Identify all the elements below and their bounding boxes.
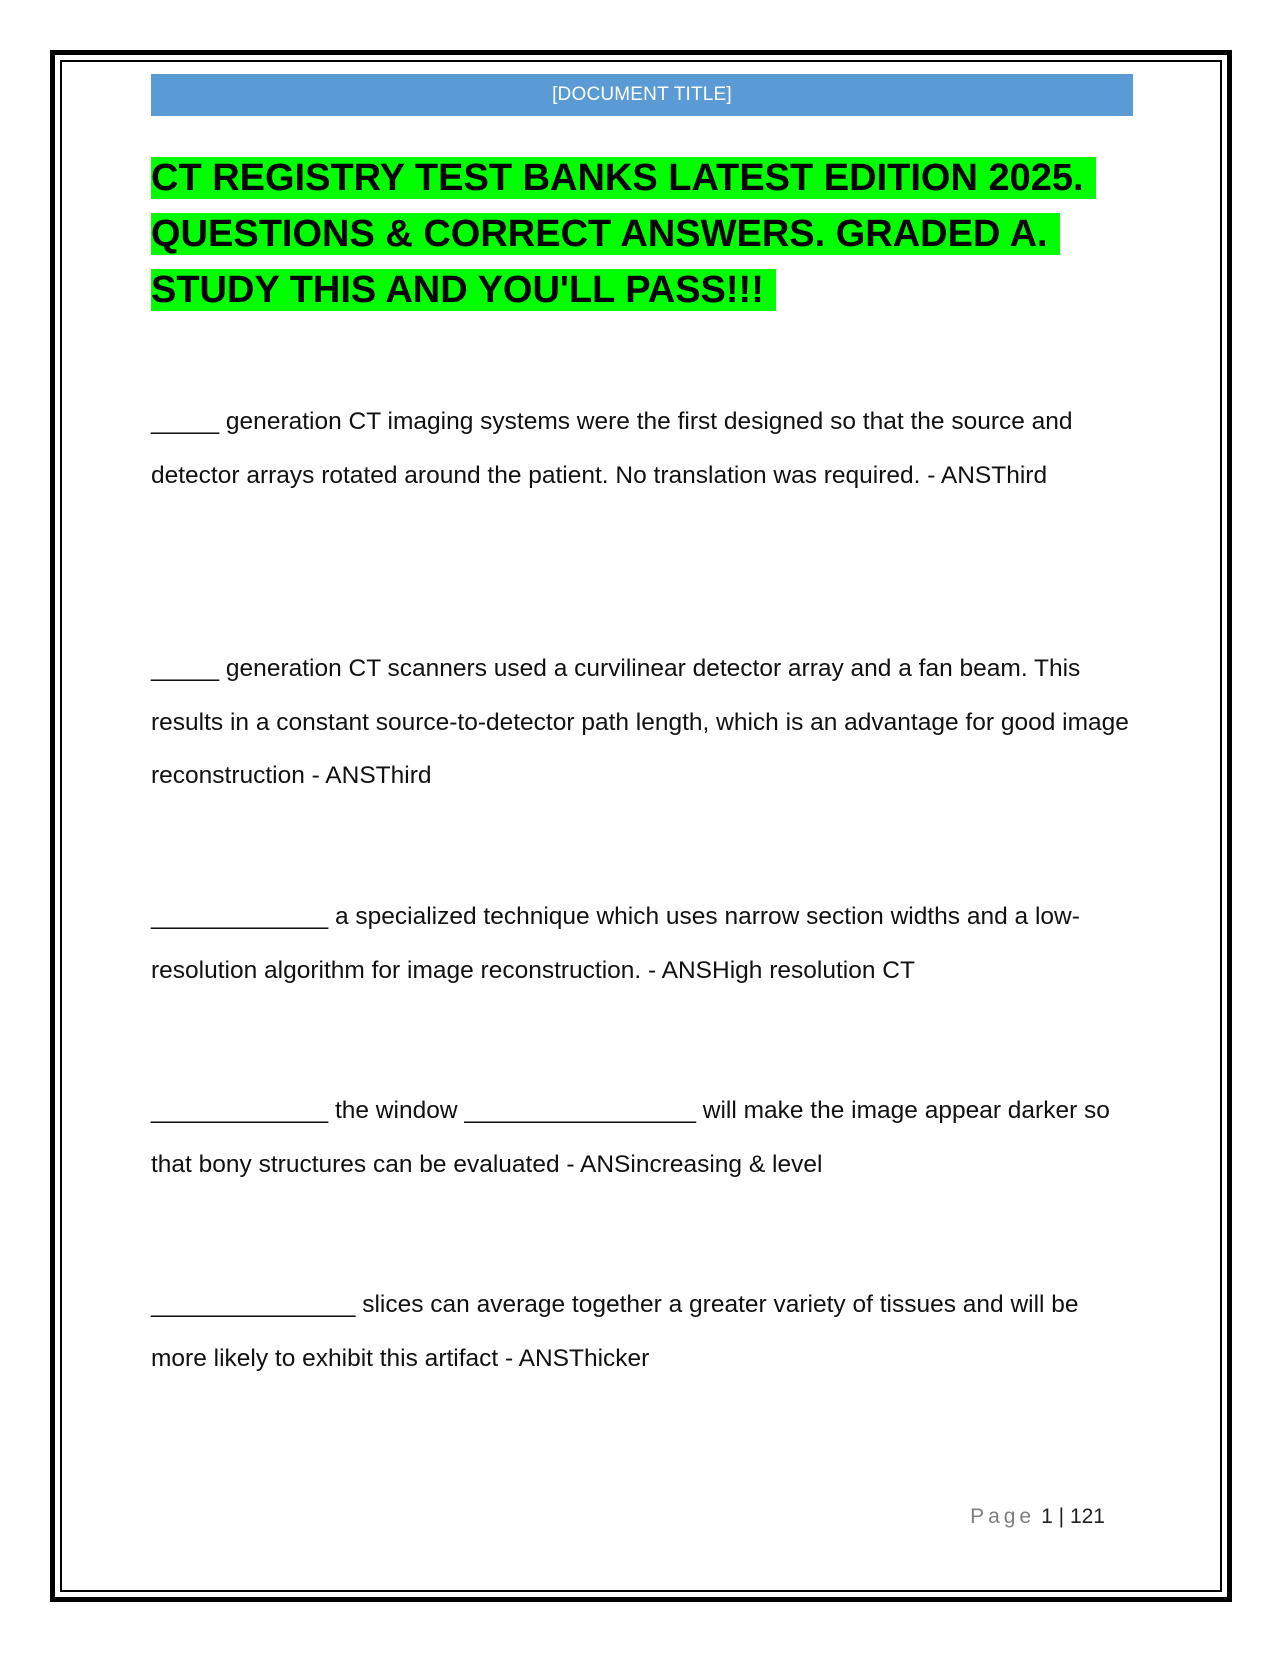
question-4: _____________ the window _________________ will make the image appear darker so that bony structures can be evaluated - ANSincreasing & level [151,1097,1110,1178]
page-number: 1 [1041,1505,1053,1528]
page-separator: | [1058,1505,1065,1528]
question-1: _____ generation CT imaging systems were the first designed so that the source and detector arrays rotated around the patient. No translation was required. - ANSThird [151,408,1073,489]
question-5: _______________ slices can average together a greater variety of tissues and will be more likely to exhibit this artifact - ANSThicker [151,1291,1079,1372]
question-2: _____ generation CT scanners used a curvilinear detector array and a fan beam. This results in a constant source-to-detector path length, which is an advantage for good image reconstruction - ANSThird [151,655,1129,789]
total-pages: 121 [1069,1505,1105,1528]
document-heading [151,150,1133,318]
page-label: Page [970,1505,1036,1528]
question-3: _____________ a specialized technique which uses narrow section widths and a low-resolution algorithm for image reconstruction. - ANSHigh resolution CT [151,903,1080,984]
page-footer [970,1505,1105,1529]
document-heading-text: CT REGISTRY TEST BANKS LATEST EDITION 2025. QUESTIONS & CORRECT ANSWERS. GRADED A. STUDY THIS AND YOU'LL PASS!!! [151,157,1096,311]
document-header: [DOCUMENT TITLE] [151,74,1133,116]
